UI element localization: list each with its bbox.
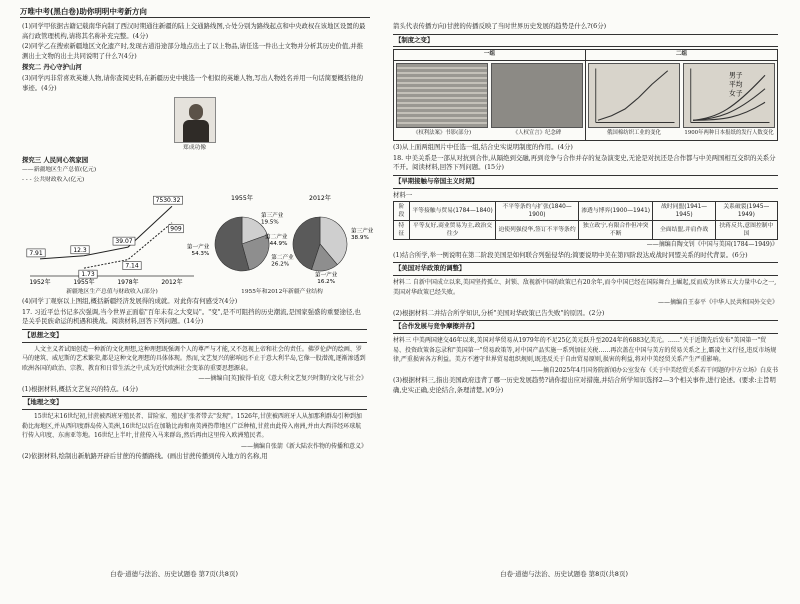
question-17-1: (1)根据材料,概括文艺复兴的特点。(4分) [22, 384, 138, 393]
newspaper-caption: 1900年两种日本报纸的发行人数变化 [684, 129, 774, 136]
chart-row [22, 188, 374, 286]
box-geography: 【地理之变】 [22, 396, 367, 410]
pie-slice-value: 44.9% [269, 240, 288, 247]
data-label: 909 [170, 225, 182, 233]
newspaper-chart [683, 63, 775, 128]
table-cell: 独立政宁,有限合作但冲突不断 [578, 221, 653, 240]
question-18-2: (2)根据材料二并结合所学知识,分析"美国对华政策已告失败"的原因。(2分) [393, 308, 605, 317]
curve-label-female: 女子 [729, 89, 743, 98]
box-early-contact: 【早期接触与帝国主义时期】 [393, 175, 778, 189]
box-thought: 【思想之变】 [22, 329, 367, 343]
pie-charts [186, 188, 374, 286]
footer-right: 白卷·道德与法治、历史试题卷 第8页(共8页) [500, 570, 628, 578]
question-17: 17. 习近平总书记多次强调,当今世界正面临"百年未有之大变局"。"变",是不可阻挡的历史潮流,是国家强盛的重要途径,也是关乎民族命运的机遇和挑战。阅读材料,回答下列问题。(14分) [22, 307, 361, 326]
table-row [394, 221, 778, 240]
rights-monument-photo [491, 63, 583, 128]
table-cell: 渗透与博弈(1900—1941) [578, 202, 653, 221]
chart-captions [22, 288, 367, 298]
pie-caption: 1955年和2012年新疆产业结构 [241, 288, 323, 295]
cotton-industry-caption: 俄国棉纺织工业的变化 [607, 129, 661, 136]
box-system: 【制度之变】 [393, 34, 778, 48]
pie-slice-value: 54.3% [191, 250, 210, 257]
data-label: 39.07 [115, 237, 133, 245]
image-groups [393, 49, 778, 141]
data-label: 7.14 [125, 262, 139, 270]
cotton-industry-chart [588, 63, 680, 128]
line-caption: 新疆地区生产总值与财政收入(部分) [66, 288, 158, 295]
line-chart [22, 188, 202, 286]
bill-of-rights-photo [396, 63, 488, 128]
material-sugarcane: 15世纪末16世纪初,甘蔗被西班牙殖民者、冒险家、殖民扩张者带去"发现"。1526年,甘蔗被西班牙人从加那利群岛引种到加勒比海地区,并从西印度群岛传入美洲,16世纪以后在加勒比海和南美洲热带地区广泛种植,甘蔗由此传入南洲,并由大西洋经环球航行传入印度、东南亚等地。16世纪上半叶,甘蔗传入马来群岛,然后再由这里传入欧洲殖民者。 [22, 413, 362, 440]
material-1-label: 材料一 [393, 190, 413, 199]
pie-slice-value: 19.5% [260, 219, 279, 226]
table-row [394, 202, 778, 221]
group-two-title: 二组 [586, 50, 777, 61]
table-cell: 关系破裂(1945—1949) [715, 202, 777, 221]
portrait-image [174, 97, 216, 143]
pie-slice-value: 16.2% [317, 278, 336, 285]
table-cell: 平等接触与贸易(1784—1840) [409, 202, 495, 221]
chart-legend [22, 166, 367, 185]
question-arrow: 箭头代表传播方向)甘蔗的传播反映了当时世界历史发展的趋势是什么?(6分) [393, 22, 607, 30]
series-line [40, 206, 172, 259]
pie-slice-name: 第二产业 [271, 254, 294, 261]
material-3-source: ——摘自2025年4月国务院新闻办公室发布《关于中美经贸关系若干问题的中方立场》白皮书 [530, 366, 778, 374]
group-one [394, 50, 586, 140]
page-header: 万唯中考(黑白卷)助你明明中考新方向 [20, 7, 147, 16]
right-column [393, 22, 778, 562]
group-two [586, 50, 777, 140]
section-3-title: 探究三 人民同心筑家园 [22, 155, 89, 164]
x-tick-label: 1978年 [117, 278, 139, 286]
data-label: 12.3 [73, 246, 87, 254]
relations-table [393, 201, 778, 240]
pie-slice-name: 第一产业 [314, 271, 338, 278]
data-label: 7.91 [29, 249, 43, 257]
data-label: 1.73 [81, 270, 95, 278]
table-cell: 扶蒋反共,意图控制中国 [715, 221, 777, 240]
pie-slice-name: 第一产业 [186, 243, 210, 250]
table-cell: 全面结盟,并肩作战 [653, 221, 715, 240]
material-2: 材料二 自新中国成立以来,美国坚持孤立、封锁、敌视新中国的政策已有20余年,而今中国已经在国际舞台上崛起,反而成为世界五大力量中心之一,美国对华政策已经失败。 [393, 278, 777, 296]
legend-revenue: - - - 公共财政收入(亿元) [22, 176, 85, 183]
question-4: (4)同学丁观察以上图组,概括新疆经济发展得的成就。对此你有何感受?(4分) [22, 297, 238, 306]
portrait-caption: 郑成功像 [182, 145, 207, 152]
curve-label-average: 平均 [729, 80, 743, 89]
section-2-title: 探究二 丹心守护山河 [22, 63, 82, 72]
material-renaissance-source: ——摘编自[英]彼得·伯克《意大利文艺复兴时期的文化与社会》 [198, 375, 367, 383]
footer-left: 白卷·道德与法治、历史试题卷 第7页(共8页) [110, 570, 238, 578]
pie-slice-value: 26.2% [271, 261, 290, 268]
question-1: (1)同学甲依据古籍记载南华向制了西汉时期通往新疆的陆上交通路线图,☆处分别为路线起点和中央政权在该地区设置的最高行政管理机构,请将其名称补充完整。(4分) [22, 22, 366, 40]
legend-gdp: ——新疆地区生产总值(亿元) [22, 167, 97, 174]
table-cell: 平等友好,商业贸易为主,政治交往少 [409, 221, 495, 240]
material-renaissance: 人文主义者试图创造一种新的文化理想,这种理想既强调个人的尊严与才能,又不忽视上帝和社会的责任。佛罗伦萨的绘画、罗马的建筑、威尼斯的艺术繁荣,都是这种文化理想的具体体现。然而,文艺复兴的影响远不止于意大利半岛,它像一股潜流,逐渐渗透到欧洲各国的政治、宗教、教育和日常生活之中,成为近代欧洲社会变革的重要思想源泉。 [22, 345, 366, 372]
question-18-3: (3)根据材料三,指出美国政府违背了哪一历史发展趋势?请你提出应对措施,并结合所学知识选择2—3个相关事件,进行论述。(要求:主旨明确,史实正确,史论结合,条理清楚。)(9分) [393, 376, 776, 394]
pie-title: 2012年 [309, 194, 331, 202]
question-system: (3)从上面两组图片中任选一组,结合史实说明制度的作用。(4分) [393, 143, 573, 152]
table-source: ——摘编自陶文钊《中国与美国(1784—1949)》 [646, 241, 778, 249]
box-cooperation: 【合作发展与竞争摩擦并存】 [393, 320, 778, 334]
x-tick-label: 2012年 [161, 278, 183, 286]
table-cell: 战时同盟(1941—1945) [653, 202, 715, 221]
x-tick-label: 1955年 [73, 278, 95, 286]
pie-title: 1955年 [231, 194, 253, 202]
question-2: (2)同学乙在搜索新疆地区文化遗产时,发现古道沿途部分地点出土了以上物品,请任选一件出土文物并分析其历史价值,并推测出土文物的出土共同说明了什么?(4分) [22, 42, 364, 60]
table-cell: 迫使列强侵华,签订不平等条约 [496, 221, 579, 240]
curve-label-male: 男子 [729, 71, 743, 80]
header-rule [20, 17, 370, 18]
left-column [22, 22, 374, 562]
question-17-2: (2)依据材料,绘制出新航路开辟后甘蔗的传播路线。(画出甘蔗传播到传入地方的名称,用 [22, 452, 268, 461]
material-sugarcane-source: ——摘编自张箭《新大陆农作物的传播和意义》 [240, 442, 367, 450]
pie-slice-name: 第二产业 [265, 234, 288, 241]
material-3: 材料三 中美两国建交46年以来,美国对华贸易从1979年的不足25亿美元跃升至2024年的6883亿美元。……"关于近期先后发布"美国第一"贸易、投资政策备忘录和"美国第一"贸易政策等,对中国产品实施一系列加征关税……再次盖在中国与美方的贸易关系之上,霸凌主义行径,违反市场规律,严重损害各方利益。美方不遵守世界贸易组织规则,既违反关于自由贸易原则,损害的利益,将对中美经贸关系产生严重影响。 [393, 336, 777, 364]
rights-monument-caption: 《人权宣言》纪念碑 [512, 129, 562, 136]
table-row-head: 阶段 [394, 202, 410, 221]
bill-of-rights-caption: 《权利法案》书影(部分) [412, 129, 472, 136]
data-label: 7530.32 [155, 196, 181, 204]
x-tick-label: 1952年 [29, 278, 51, 286]
pie-slice-value: 38.9% [351, 234, 369, 241]
pie-slice-name: 第三产业 [351, 228, 374, 235]
table-cell: 不平等条约与扩张(1840—1900) [496, 202, 579, 221]
question-18: 18. 中美关系是一部从对抗到合作,从隔绝到交融,再到竞争与合作并存的复杂演变史,无论是对抗还是合作都与中美两国相互交织的关系分不开。阅读材料,回答下列问题。(15分) [393, 153, 776, 172]
question-18-1: (1)结合所学,举一例说明在第二阶段美国是如何联合列强侵华的;简要说明中美在第四阶段达成战时同盟关系的时代背景。(6分) [393, 250, 748, 259]
table-row-head: 特征 [394, 221, 410, 240]
pie-slice-name: 第三产业 [260, 212, 284, 219]
group-one-title: 一组 [394, 50, 585, 61]
material-2-source: ——摘编自王泰平《中华人民共和国外交史》 [657, 299, 778, 307]
question-3: (3)同学丙非常喜欢英雄人物,请你查阅史料,在新疆历史中挑选一个相似的英雄人物,写出人物姓名并用一句话简要概括他的事迹。(4分) [22, 73, 364, 92]
box-policy-adjust: 【美国对华政策的调整】 [393, 262, 778, 276]
